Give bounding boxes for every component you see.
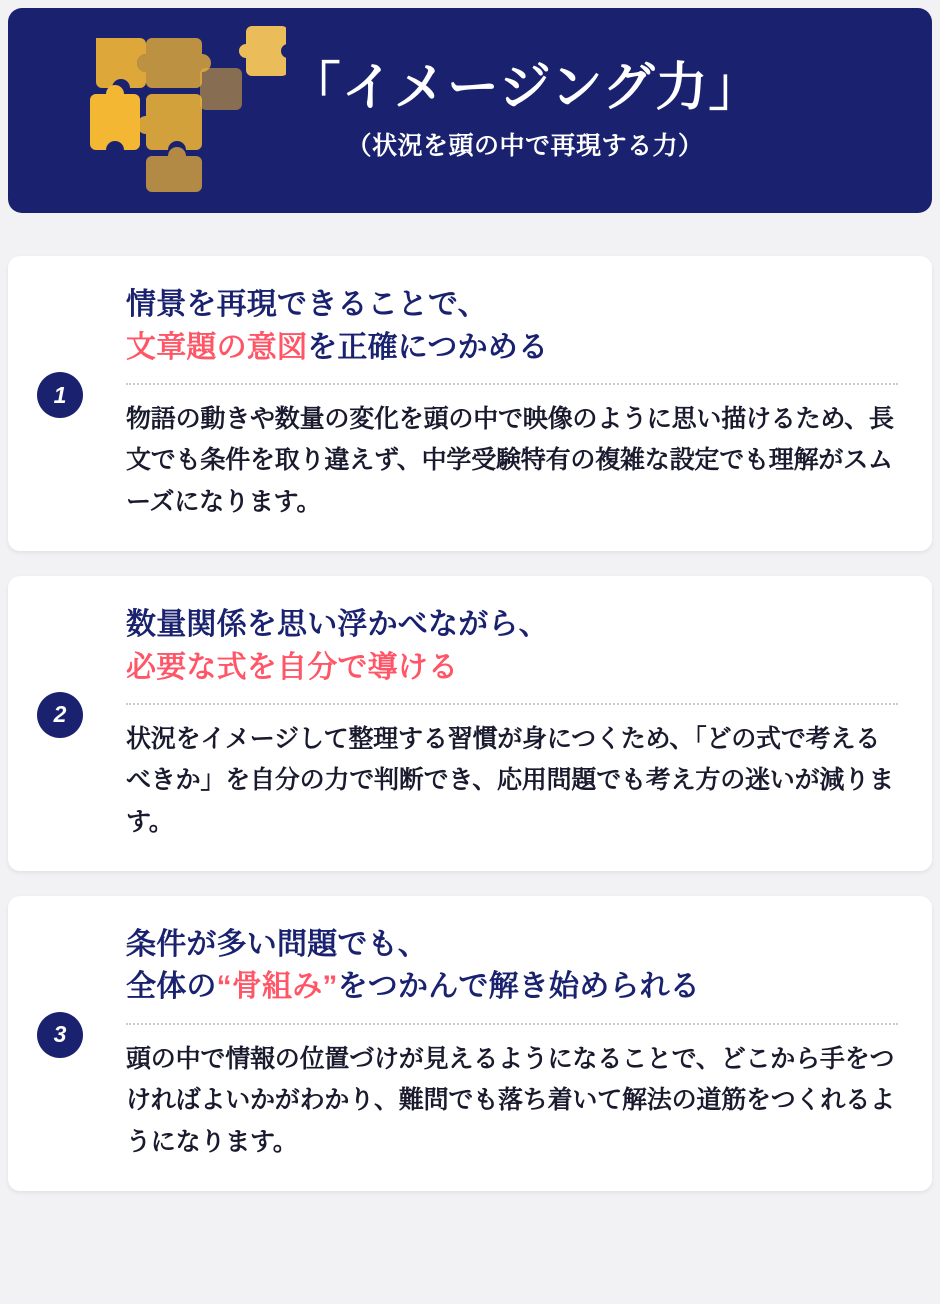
- divider: [126, 383, 898, 385]
- card-heading: [126, 924, 898, 1009]
- card-heading-prefix: 全体の: [126, 970, 217, 1004]
- list-item: [8, 256, 932, 551]
- card-body: 状況をイメージして整理する習慣が身につくため、「どの式で考えるべきか」を自分の力で判断でき、応用問題でも考え方の迷いが減ります。: [126, 725, 894, 836]
- item-number-badge: 2: [37, 692, 83, 738]
- card-heading-highlight: “骨組み”: [216, 970, 338, 1004]
- item-number-badge: 3: [37, 1012, 83, 1058]
- card-heading-line1: 条件が多い問題でも、: [126, 927, 428, 961]
- card-heading-highlight: 文章題の意図: [126, 330, 308, 364]
- divider: [126, 1023, 898, 1025]
- page-subtitle: （状況を頭の中で再現する力）: [346, 132, 704, 161]
- page-header: [8, 8, 932, 213]
- card-heading-highlight: 必要な式を自分で導ける: [126, 650, 459, 684]
- card-heading-line1: 数量関係を思い浮かべながら、: [126, 607, 549, 641]
- card-heading: [126, 604, 898, 689]
- item-number-badge: 1: [37, 372, 83, 418]
- card-heading-rest: を正確につかめる: [307, 330, 549, 364]
- divider: [126, 703, 898, 705]
- list-item: [8, 896, 932, 1191]
- list-item: [8, 576, 932, 871]
- card-body: 頭の中で情報の位置づけが見えるようになることで、どこから手をつければよいかがわかり、難問でも落ち着いて解法の道筋をつくれるようになります。: [126, 1045, 895, 1156]
- puzzle-pieces-icon: [56, 8, 286, 213]
- page-title: 「イメージング力」: [288, 58, 762, 117]
- card-body: 物語の動きや数量の変化を頭の中で映像のように思い描けるため、長文でも条件を取り違えず、中学受験特有の複雑な設定でも理解がスムーズになります。: [126, 405, 894, 516]
- card-heading-rest: をつかんで解き始められる: [337, 970, 701, 1004]
- card-list: [8, 213, 932, 1191]
- card-heading: [126, 284, 898, 369]
- card-heading-line1: 情景を再現できることで、: [126, 288, 488, 321]
- header-title-wrap: [288, 59, 761, 163]
